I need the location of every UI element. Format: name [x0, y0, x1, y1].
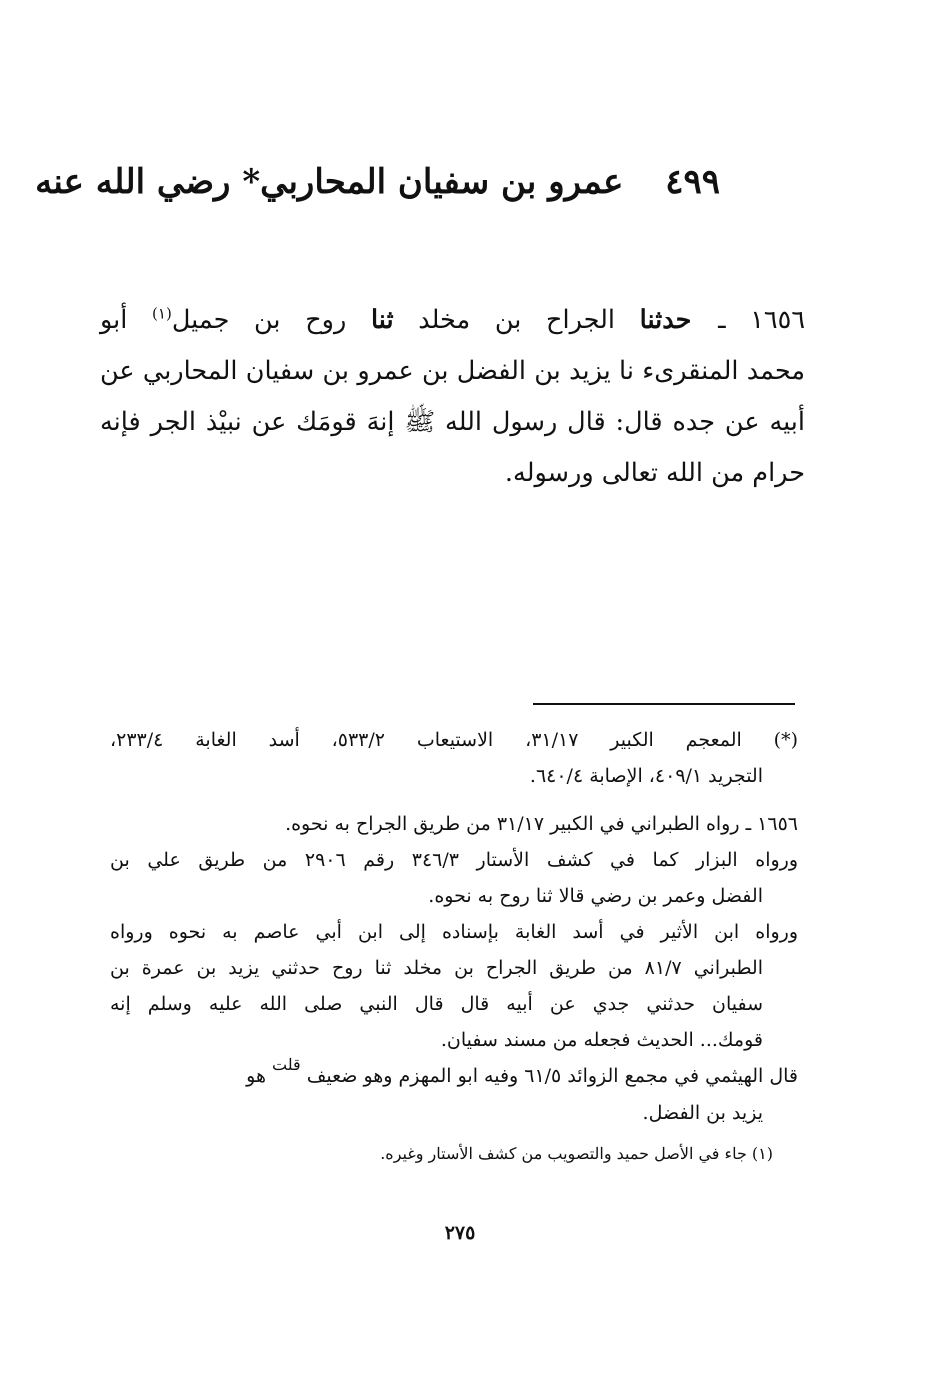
footnote-separator: [533, 703, 795, 705]
takhrij-line-8-text: قال الهيثمي في مجمع الزوائد ٦١/٥ وفيه ابو المهزم وهو ضعيف: [306, 1065, 798, 1087]
takhrij-line-5: الطبراني ٨١/٧ من طريق الجراح بن مخلد ثنا روح حدثني يزيد بن عمرة بن: [110, 957, 763, 979]
footnotes-section: [110, 722, 798, 1171]
takhrij-line-6: سفيان حدثني جدي عن أبيه قال قال النبي صلى الله عليه وسلم إنه: [110, 993, 763, 1015]
takhrij-line-3: الفضل وعمر بن رضي قالا ثنا روح به نحوه.: [428, 885, 763, 907]
source-note-line-1: (*) المعجم الكبير ٣١/١٧، الاستيعاب ٥٣٣/٢، أسد الغابة ٢٣٣/٤،: [110, 729, 798, 751]
footnote-ref-mark: (١): [152, 304, 172, 323]
chapter-blessing: رضي الله عنه: [35, 162, 231, 202]
chapter-title-text: عمرو بن سفيان المحاربي: [260, 162, 624, 202]
footnote-one: (١) جاء في الأصل حميد والتصويب من كشف الأستار وغيره.: [380, 1144, 773, 1163]
hadith-line-2: محمد المنقرىء نا يزيد بن الفضل بن عمرو بن سفيان المحاربي عن: [100, 356, 805, 386]
takhrij-line-4: ورواه ابن الأثير في أسد الغابة بإسناده إلى ابن أبي عاصم به نحوه ورواه: [110, 921, 798, 943]
hadith-line-1-b: روح بن جميل: [171, 305, 347, 335]
thana-word: ثنا: [370, 305, 394, 335]
hadith-text: [100, 295, 805, 499]
haddathana-word: حدثنا: [639, 305, 692, 335]
takhrij-line-8: [110, 1055, 798, 1095]
qult-word: قلت: [272, 1055, 301, 1074]
takhrij-line-7: قومك... الحديث فجعله من مسند سفيان.: [440, 1029, 763, 1051]
page-number: ٢٧٥: [444, 1222, 476, 1244]
hadith-line-4: حرام من الله تعالى ورسوله.: [504, 458, 805, 488]
chapter-number: ٤٩٩: [665, 162, 720, 202]
hadith-line-1-a: الجراح بن مخلد: [418, 305, 615, 335]
chapter-asterisk: *: [242, 162, 261, 202]
takhrij-line-1: ١٦٥٦ ـ رواه الطبراني في الكبير ٣١/١٧ من طريق الجراح به نحوه.: [285, 813, 798, 835]
notes-spacer: [110, 794, 798, 806]
hadith-number: ١٦٥٦ ـ: [718, 305, 806, 335]
hadith-line-1: [100, 295, 805, 346]
hadith-line-1-c: أبو: [100, 305, 128, 335]
takhrij-line-2: ورواه البزار كما في كشف الأستار ٣٤٦/٣ رقم ٢٩٠٦ من طريق علي بن: [110, 849, 798, 871]
chapter-heading: [35, 152, 720, 212]
hadith-line-3: أبيه عن جده قال: قال رسول الله ﷺ إنهَ قومَك عن نبيْذ الجر فإنه: [100, 407, 805, 437]
takhrij-line-9: يزيد بن الفضل.: [642, 1102, 763, 1124]
source-note-line-2: التجريد ٤٠٩/١، الإصابة ٦٤٠/٤.: [529, 765, 763, 787]
takhrij-line-8-end: هو: [246, 1065, 266, 1087]
